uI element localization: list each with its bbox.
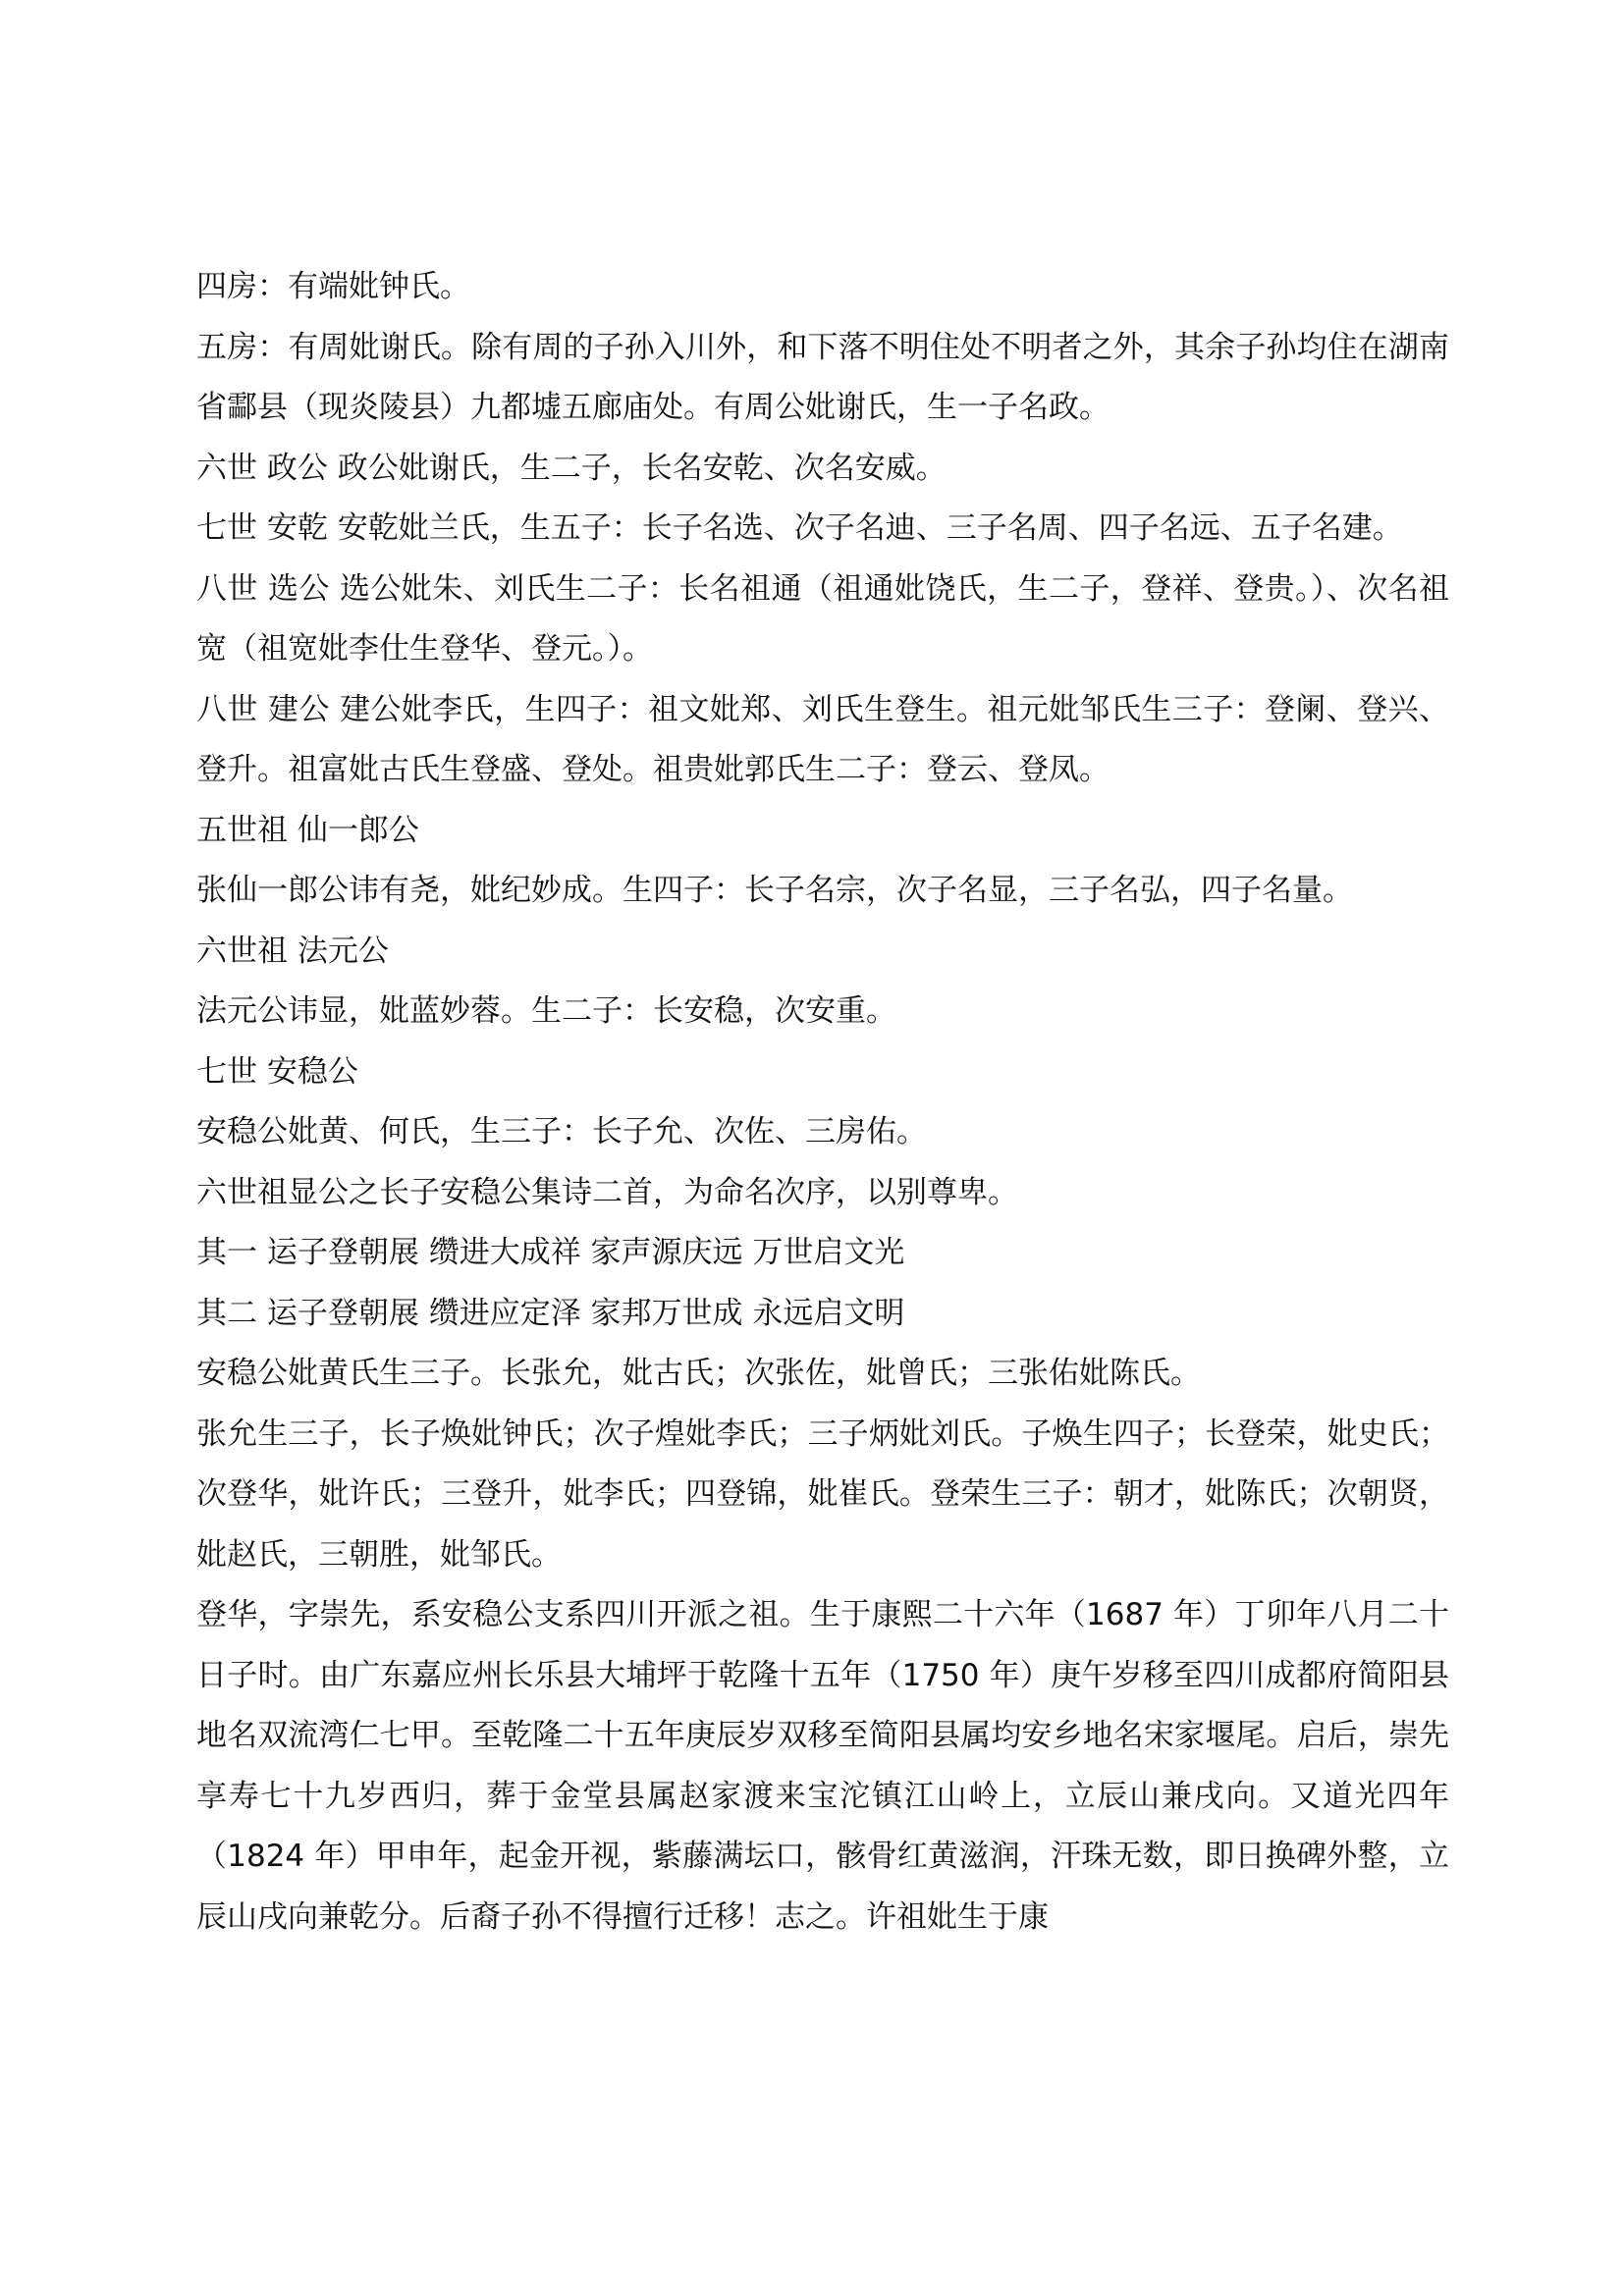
paragraph: 四房：有端妣钟氏。 <box>196 269 470 304</box>
paragraph: 七世 安乾 安乾妣兰氏，生五子：长子名选、次子名迪、三子名周、四子名远、五子名建。 <box>196 510 1403 546</box>
paragraph: 登华，字崇先，系安稳公支系四川开派之祖。生于康熙二十六年（1687 年）丁卯年八月二十日子时。由广东嘉应州长乐县大埔坪于乾隆十五年（1750 年）庚午岁移至四川成都府简阳县地名双流湾仁七甲。至乾隆二十五年庚辰岁双移至简阳县属均安乡地名宋家堰尾。启后，崇先享寿七十九岁西归，葬于金堂县属赵家渡来宝沱镇江山岭上，立辰山兼戌向。又道光四年（1824 年）甲申年，起金开视，紫藤满坛口，骸骨红黄滋润，汗珠无数，即日换碑外整，立辰山戌向兼乾分。后裔子孙不得擅行迁移！志之。许祖妣生于康 <box>196 1597 1449 1935</box>
paragraph: 八世 建公 建公妣李氏，生四子：祖文妣郑、刘氏生登生。祖元妣邹氏生三子：登阑、登兴、登升。祖富妣古氏生登盛、登处。祖贵妣郭氏生二子：登云、登凤。 <box>196 691 1449 787</box>
paragraph: 八世 选公 选公妣朱、刘氏生二子：长名祖通（祖通妣饶氏，生二子，登祥、登贵。）、次名祖宽（祖宽妣李仕生登华、登元。）。 <box>196 570 1449 667</box>
section-heading: 五世祖 仙一郎公 <box>196 812 419 848</box>
section-heading: 六世祖 法元公 <box>196 933 389 969</box>
paragraph: 六世祖显公之长子安稳公集诗二首，为命名次序，以别尊卑。 <box>196 1174 1018 1210</box>
section-heading: 七世 安稳公 <box>196 1053 358 1090</box>
paragraph: 张允生三子，长子焕妣钟氏；次子煌妣李氏；三子炳妣刘氏。子焕生四子；长登荣，妣史氏；次登华，妣许氏；三登升，妣李氏；四登锦，妣崔氏。登荣生三子：朝才，妣陈氏；次朝贤，妣赵氏，三朝胜，妣邹氏。 <box>196 1415 1449 1573</box>
paragraph: 安稳公妣黄、何氏，生三子：长子允、次佐、三房佑。 <box>196 1114 927 1149</box>
paragraph: 张仙一郎公讳有尧，妣纪妙成。生四子：长子名宗，次子名显，三子名弘，四子名量。 <box>196 873 1353 908</box>
paragraph: 安稳公妣黄氏生三子。长张允，妣古氏；次张佐，妣曾氏；三张佑妣陈氏。 <box>196 1356 1201 1391</box>
paragraph: 五房：有周妣谢氏。除有周的子孙入川外，和下落不明住处不明者之外，其余子孙均住在湖南省酃县（现炎陵县）九都墟五廊庙处。有周公妣谢氏，生一子名政。 <box>196 329 1449 425</box>
document-body <box>196 257 1449 1948</box>
poem-line: 其一 运子登朝展 缵进大成祥 家声源庆远 万世启文光 <box>196 1235 905 1270</box>
poem-line: 其二 运子登朝展 缵进应定泽 家邦万世成 永远启文明 <box>196 1295 905 1331</box>
paragraph: 六世 政公 政公妣谢氏，生二子，长名安乾、次名安威。 <box>196 450 947 486</box>
paragraph: 法元公讳显，妣蓝妙蓉。生二子：长安稳，次安重。 <box>196 993 896 1029</box>
